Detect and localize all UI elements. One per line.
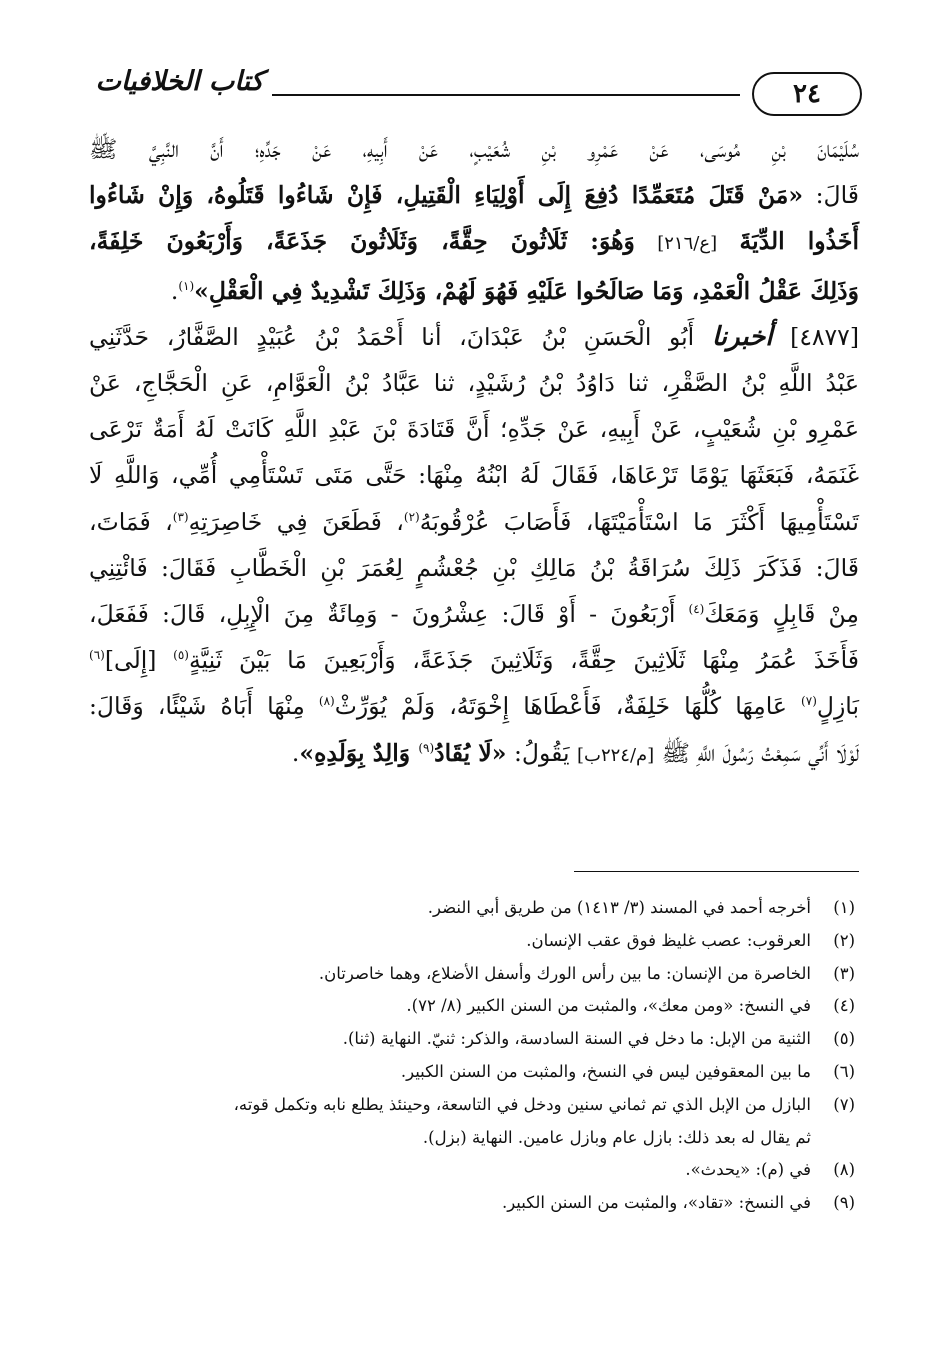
text-line: [89, 314, 859, 360]
line-text: .: [291, 738, 300, 767]
hadith-text: وَهُوَ: ثَلَاثُونَ حِقَّةً، وَثَلَاثُونَ جَذَعَةً، وَأَرْبَعُونَ خَلِفَةً،: [89, 227, 635, 256]
footnote-marker[interactable]: (٩): [418, 740, 435, 755]
text-line: [89, 452, 859, 498]
footnote-text: أخرجه أحمد في المسند (٣/ ١٤١٣) من طريق أبي النضر.: [427, 898, 811, 917]
footnote-number: (٦): [833, 1061, 855, 1081]
footnote-item: [85, 925, 855, 958]
footnote-item: [85, 1023, 855, 1056]
footnote-number: (٤): [833, 996, 855, 1016]
text-line: [89, 172, 859, 218]
footnote-text: في (م): «يحدث».: [685, 1160, 811, 1180]
text-line: [89, 545, 859, 591]
footnote-item: [85, 892, 855, 925]
line-text: سُلَيْمَانَ بْنِ مُوسَى، عَنْ عَمْرِو بْنِ شُعَيْبٍ، عَنْ أَبِيهِ، عَنْ جَدِّهِ؛ أَنَّ النَّبِيَّ ﷺ: [89, 135, 859, 163]
hadith-text: أَخَذُوا الدِّيَةَ: [739, 227, 859, 256]
page-header: [92, 66, 862, 118]
footnote-number: (١): [833, 898, 855, 917]
text-line: [89, 683, 859, 729]
footnote-text-line: ثم يقال له بعد ذلك: بازل عام وبازل عامين. النهاية (بزل).: [422, 1127, 811, 1147]
footnote-item: [85, 1187, 855, 1220]
main-text: [89, 126, 859, 779]
footnote-marker[interactable]: (١): [178, 278, 195, 293]
footnote-marker[interactable]: (٧): [801, 694, 817, 709]
line-text: عَامِهَا كُلُّهَا خَلِفَةٌ، فَأَعْطَاهَا إِخْوَتَهُ، وَلَمْ يُوَرِّثْ: [334, 692, 802, 721]
footnote-marker[interactable]: (٦): [89, 648, 105, 663]
line-text: ، فَمَاتَ،: [89, 507, 173, 536]
line-text: مِنْ قَابِلٍ وَمَعَكَ: [704, 600, 859, 629]
text-line: [89, 268, 859, 314]
footnote-number: (٧): [833, 1094, 855, 1114]
line-text: فَأَخَذَ عُمَرُ مِنْهَا ثَلَاثِينَ حِقَّةً، وَثَلَاثِينَ جَذَعَةً، وَأَرْبَعِينَ مَا بَيْنَ ثَنِيَّةٍ: [188, 646, 859, 675]
line-text: عَمْرِو بْنِ شُعَيْبٍ، عَنْ أَبِيهِ، عَنْ جَدِّهِ؛ أَنَّ قَتَادَةَ بْنَ عَبْدِ اللَّهِ كَانَتْ لَهُ أَمَةٌ تَرْعَى: [89, 415, 859, 444]
hadith-number: [٤٨٧٧]: [790, 322, 859, 351]
manuscript-ref: [ع/٢١٦]: [657, 233, 718, 255]
footnote-number: (٥): [833, 1029, 855, 1049]
footnote-item: [85, 1089, 855, 1155]
footnote-marker[interactable]: (٥): [173, 648, 189, 663]
footnote-text: الخاصرة من الإنسان: ما بين رأس الورك وأسفل الأضلاع، وهما خاصرتان.: [318, 963, 811, 983]
text-line: [89, 499, 859, 545]
footnote-text-line: البازل من الإبل الذي تم ثماني سنين ودخل في التاسعة، وحينئذ يطلع نابه وتكمل قوته،: [233, 1094, 811, 1114]
page-number: ٢٤: [793, 79, 821, 109]
hadith-text: وَذَلِكَ عَقْلُ الْعَمْدِ، وَمَا صَالَحُوا عَلَيْهِ فَهُوَ لَهُمْ، وَذَلِكَ تَشْدِيدٌ فِي الْعَقْلِ»: [194, 276, 859, 305]
footnote-item: [85, 1154, 855, 1187]
line-text: ، فَطَعَنَ فِي خَاصِرَتِهِ: [188, 507, 404, 536]
footnote-number: (٩): [833, 1193, 855, 1213]
footnote-marker[interactable]: (٣): [172, 509, 189, 524]
header-rule: [272, 94, 740, 96]
hadith-text: وَالِدٌ بِوَلَدِهِ»: [299, 738, 419, 767]
footnote-number: (٨): [833, 1160, 855, 1180]
manuscript-ref: [م/٢٢٤ب]: [576, 744, 655, 766]
text-line: [89, 637, 859, 683]
line-text: أَبُو الْحَسَنِ بْنُ عَبْدَانَ، أنا أَحْمَدُ بْنُ عُبَيْدٍ الصَّفَّارُ، حَدَّثَنِي: [89, 322, 695, 351]
footnote-marker[interactable]: (٨): [318, 694, 335, 709]
text-line: [89, 406, 859, 452]
footnote-marker[interactable]: (٢): [403, 509, 420, 524]
text-line: [89, 360, 859, 406]
line-text: تَسْتَأْمِيهَا أَكْثَرَ مَا اسْتَأْمَيْتَهَا، فَأَصَابَ عُرْقُوبَهُ: [419, 507, 859, 536]
text-line: [89, 126, 859, 172]
footnotes: [85, 892, 855, 1220]
page-number-badge: [752, 72, 862, 116]
footnote-divider: [574, 871, 859, 872]
line-text: قَالَ: فَذَكَرَ ذَلِكَ سُرَاقَةُ بْنُ مَالِكِ بْنِ جُعْشُمٍ لِعُمَرَ بْنِ الْخَطَّابِ فَقَالَ: فَائْتِنِي: [89, 553, 859, 582]
line-text: غَنَمَهُ، فَبَعَثَهَا يَوْمًا تَرْعَاهَا، فَقَالَ لَهُ ابْنُهُ مِنْهَا: حَتَّى مَتَى تَسْتَأْمِي أُمِّي، وَاللَّهِ لَا: [89, 461, 859, 490]
line-text: [إِلَى]: [104, 646, 174, 675]
line-text: قَالَ:: [803, 181, 859, 210]
footnote-text: في النسخ: «ومن معك»، والمثبت من السنن الكبير (٨/ ٧٢).: [406, 996, 811, 1016]
footnote-text: ما بين المعقوفين ليس في النسخ، والمثبت من السنن الكبير.: [400, 1061, 811, 1081]
footnote-number: (٢): [833, 930, 855, 950]
footnote-number: (٣): [833, 963, 855, 983]
footnote-text: [85, 1089, 811, 1155]
text-line: [89, 218, 859, 267]
line-text: بَازِلٍ: [816, 692, 859, 721]
book-title: كتاب الخلافيات: [95, 66, 264, 97]
footnote-text: في النسخ: «تقاد»، والمثبت من السنن الكبير.: [501, 1193, 811, 1213]
line-text: .: [170, 276, 179, 305]
line-text: مِنْهَا أَبَاهُ شَيْئًا، وَقَالَ:: [89, 692, 319, 721]
text-line: [89, 591, 859, 637]
text-line: [89, 730, 859, 779]
line-text: أَرْبَعُونَ - أَوْ قَالَ: عِشْرُونَ - وَمِائَةٌ مِنَ الْإِبِلِ، قَالَ: فَفَعَلَ،: [89, 600, 689, 629]
footnote-marker[interactable]: (٤): [688, 602, 705, 617]
line-text: يَقُولُ:: [506, 738, 577, 767]
hadith-text: «مَنْ قَتَلَ مُتَعَمِّدًا دُفِعَ إِلَى أَوْلِيَاءِ الْقَتِيلِ، فَإِنْ شَاءُوا قَتَلُوهُ، وَإِنْ شَاءُوا: [89, 181, 804, 210]
footnote-item: [85, 990, 855, 1023]
line-text: عَبْدُ اللَّهِ بْنُ الصَّقْرِ، ثنا دَاوُدُ بْنُ رُشَيْدٍ، ثنا عَبَّادُ بْنُ الْعَوَّامِ، عَنِ الْحَجَّاجِ، عَنْ: [89, 369, 859, 398]
footnote-text: العرقوب: عصب غليظ فوق عقب الإنسان.: [526, 930, 811, 950]
isnad-lead: أخبرنا: [711, 321, 773, 352]
footnote-text: الثنية من الإبل: ما دخل في السنة السادسة، والذكر: ثنيّ. النهاية (ثنا).: [342, 1029, 811, 1049]
footnote-item: [85, 1056, 855, 1089]
line-text: لَوْلَا أَنِّي سَمِعْتُ رَسُولَ اللَّهِ ﷺ: [654, 738, 859, 767]
footnote-item: [85, 958, 855, 991]
hadith-text: «لَا يُقَادُ: [434, 738, 507, 767]
